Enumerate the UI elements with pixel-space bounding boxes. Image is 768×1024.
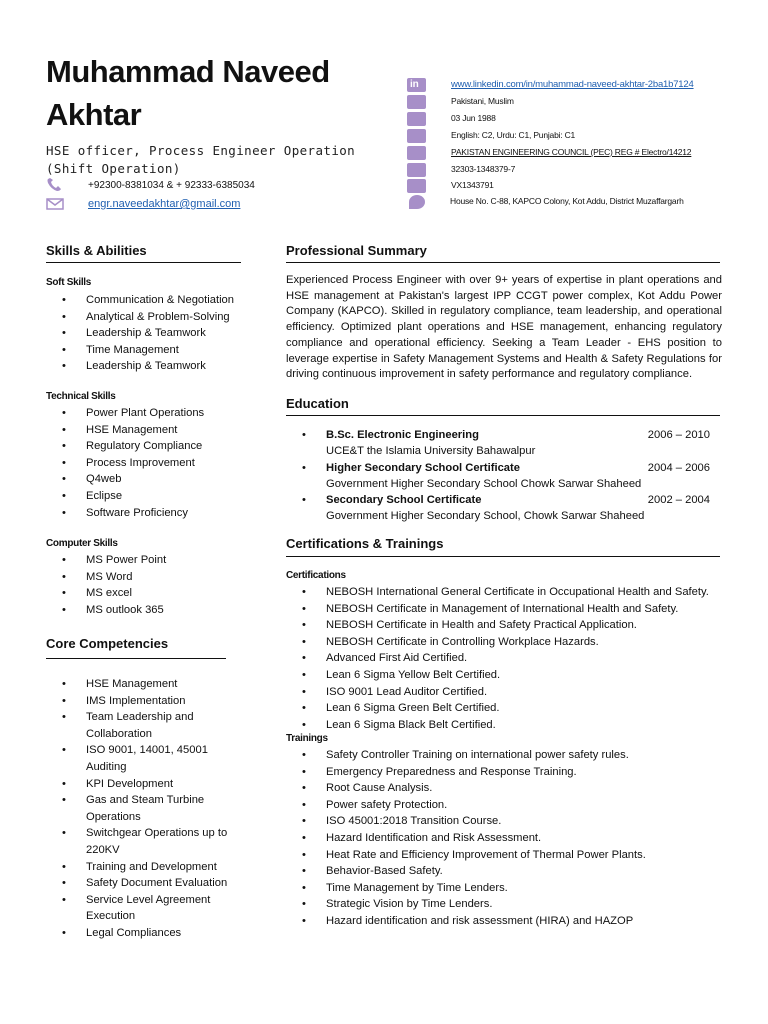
address-text: House No. C-88, KAPCO Colony, Kot Addu, District Muzaffargarh [450, 196, 684, 206]
nationality-row [407, 93, 514, 110]
candidate-name [46, 50, 376, 136]
location-pin-icon [409, 195, 425, 209]
core-competency-item: • Legal Compliances [46, 925, 246, 942]
summary-heading: Professional Summary [286, 243, 427, 258]
core-competencies-list [46, 676, 246, 942]
calendar-icon [407, 112, 426, 126]
computer-skill-item: • MS excel [46, 585, 256, 602]
education-heading: Education [286, 396, 349, 411]
training-item: • Emergency Preparedness and Response Training. [286, 764, 746, 781]
training-item: • Behavior-Based Safety. [286, 863, 746, 880]
certification-item: • NEBOSH Certificate in Health and Safety Practical Application. [286, 617, 746, 634]
dob-row [407, 110, 496, 127]
bullet: • [302, 429, 306, 441]
technical-skill-item: • Process Improvement [46, 455, 256, 472]
bullet: • [302, 462, 306, 474]
certification-item: • NEBOSH Certificate in Management of International Health and Safety. [286, 601, 746, 618]
core-competency-item: • Safety Document Evaluation [46, 875, 246, 892]
certification-item: • Lean 6 Sigma Black Belt Certified. [286, 717, 746, 734]
cnic-text: 32303-1348379-7 [451, 164, 516, 174]
certification-item: • Lean 6 Sigma Yellow Belt Certified. [286, 667, 746, 684]
certification-item: • NEBOSH Certificate in Controlling Workplace Hazards. [286, 634, 746, 651]
technical-skill-item: • Regulatory Compliance [46, 438, 256, 455]
name-line-2: Akhtar [46, 97, 142, 132]
trainings-subheading: Trainings [286, 733, 328, 744]
training-item: • ISO 45001:2018 Transition Course. [286, 813, 746, 830]
school-name: Government Higher Secondary School Chowk Sarwar Shaheed [326, 478, 642, 491]
pec-text: PAKISTAN ENGINEERING COUNCIL (PEC) REG # Electro/14212 [451, 147, 692, 157]
core-competency-item: • Gas and Steam Turbine Operations [46, 792, 246, 825]
school-name: UCE&T the Islamia University Bahawalpur [326, 445, 536, 458]
education-entry [286, 492, 722, 525]
computer-skills-list [46, 552, 256, 618]
language-icon [407, 129, 426, 143]
person-icon [407, 95, 426, 109]
technical-skills-list [46, 405, 256, 521]
skills-divider [46, 262, 241, 263]
summary-divider [286, 262, 720, 263]
phone-row [46, 178, 255, 194]
certification-item: • Lean 6 Sigma Green Belt Certified. [286, 700, 746, 717]
email-icon [46, 197, 64, 211]
technical-skill-item: • Power Plant Operations [46, 405, 256, 422]
bullet: • [302, 494, 306, 506]
cnic-row [407, 161, 515, 178]
training-item: • Hazard Identification and Risk Assessment. [286, 830, 746, 847]
computer-skill-item: • MS outlook 365 [46, 602, 256, 619]
education-years: 2006 – 2010 [647, 429, 710, 441]
phone-text: +92300-8381034 & + 92333-6385034 [88, 180, 255, 191]
school-name: Government Higher Secondary School, Chowk Sarwar Shaheed [326, 510, 645, 523]
training-item: • Root Cause Analysis. [286, 780, 746, 797]
degree-name: Secondary School Certificate [326, 494, 482, 506]
core-competency-item: • Service Level Agreement Execution [46, 892, 246, 925]
training-item: • Hazard identification and risk assessment (HIRA) and HAZOP [286, 913, 746, 930]
trainings-list [286, 747, 746, 930]
job-title: HSE officer, Process Engineer Operation (Shift Operation) [46, 143, 356, 176]
certifications-list [286, 584, 746, 733]
core-competency-item: • ISO 9001, 14001, 45001 Auditing [46, 742, 246, 775]
education-years: 2004 – 2006 [647, 462, 710, 474]
skills-heading: Skills & Abilities [46, 243, 147, 258]
core-competency-item: • Switchgear Operations up to 220KV [46, 825, 246, 858]
computer-skill-item: • MS Power Point [46, 552, 256, 569]
training-item: • Safety Controller Training on international power safety rules. [286, 747, 746, 764]
linkedin-icon [407, 78, 426, 92]
technical-skill-item: • HSE Management [46, 422, 256, 439]
soft-skill-item: • Time Management [46, 342, 256, 359]
certificate-icon [407, 146, 426, 160]
soft-skills-list [46, 292, 256, 375]
linkedin-row [407, 76, 694, 93]
languages-row [407, 127, 575, 144]
certification-item: • ISO 9001 Lead Auditor Certified. [286, 684, 746, 701]
phone-icon [46, 178, 64, 192]
passport-text: VX1343791 [451, 180, 494, 190]
certifications-divider [286, 556, 720, 557]
languages-text: English: C2, Urdu: C1, Punjabi: C1 [451, 130, 576, 140]
nationality-text: Pakistani, Muslim [451, 96, 514, 106]
certification-item: • Advanced First Aid Certified. [286, 650, 746, 667]
technical-skills-heading: Technical Skills [46, 391, 116, 402]
dob-text: 03 Jun 1988 [451, 113, 496, 123]
pec-row [407, 144, 691, 161]
training-item: • Heat Rate and Efficiency Improvement of Thermal Power Plants. [286, 847, 746, 864]
degree-name: B.Sc. Electronic Engineering [326, 429, 479, 441]
technical-skill-item: • Eclipse [46, 488, 256, 505]
passport-icon [407, 179, 426, 193]
soft-skill-item: • Communication & Negotiation [46, 292, 256, 309]
linkedin-link[interactable]: www.linkedin.com/in/muhammad-naveed-akhtar-2ba1b7124 [451, 79, 694, 90]
name-line-1: Muhammad Naveed [46, 54, 330, 89]
training-item: • Strategic Vision by Time Lenders. [286, 896, 746, 913]
core-competency-item: • HSE Management [46, 676, 246, 693]
education-entry [286, 460, 722, 493]
soft-skill-item: • Leadership & Teamwork [46, 358, 256, 375]
core-competency-item: • IMS Implementation [46, 693, 246, 710]
core-divider [46, 658, 226, 659]
education-years: 2002 – 2004 [647, 494, 710, 506]
summary-text: Experienced Process Engineer with over 9+ years of expertise in plant operations and HSE management at Pakistan's largest IPP CCGT power complex, Kot Addu Power Company (KAPCO). Skilled in regulatory compliance, team leadership, and operational efficiency. Optimized plant operations and HSE management, enhancing regulatory compliance and operational efficiency. Seeking a Team Leader - EHS position to leverage expertise in Safety Management Systems and Health & Safety Regulations for driving continuous improvement in safety performance and regulatory compliance. [286, 274, 722, 381]
certifications-subheading: Certifications [286, 570, 346, 581]
email-link[interactable]: engr.naveedakhtar@gmail.com [88, 198, 241, 210]
core-competency-item: • Training and Development [46, 859, 246, 876]
technical-skill-item: • Software Proficiency [46, 505, 256, 522]
soft-skill-item: • Analytical & Problem-Solving [46, 309, 256, 326]
core-competencies-heading: Core Competencies [46, 636, 169, 651]
soft-skill-item: • Leadership & Teamwork [46, 325, 256, 342]
id-card-icon [407, 163, 426, 177]
core-competency-item: • KPI Development [46, 776, 246, 793]
passport-row [407, 177, 494, 194]
computer-skills-heading: Computer Skills [46, 538, 118, 549]
certification-item: • NEBOSH International General Certificate in Occupational Health and Safety. [286, 584, 746, 601]
technical-skill-item: • Q4web [46, 471, 256, 488]
education-divider [286, 415, 720, 416]
computer-skill-item: • MS Word [46, 569, 256, 586]
core-competency-item: • Team Leadership and Collaboration [46, 709, 246, 742]
email-row [46, 196, 240, 212]
training-item: • Power safety Protection. [286, 797, 746, 814]
education-entry [286, 427, 722, 460]
address-row [407, 193, 684, 210]
soft-skills-heading: Soft Skills [46, 277, 92, 288]
degree-name: Higher Secondary School Certificate [326, 462, 520, 474]
training-item: • Time Management by Time Lenders. [286, 880, 746, 897]
certifications-heading: Certifications & Trainings [286, 536, 444, 551]
